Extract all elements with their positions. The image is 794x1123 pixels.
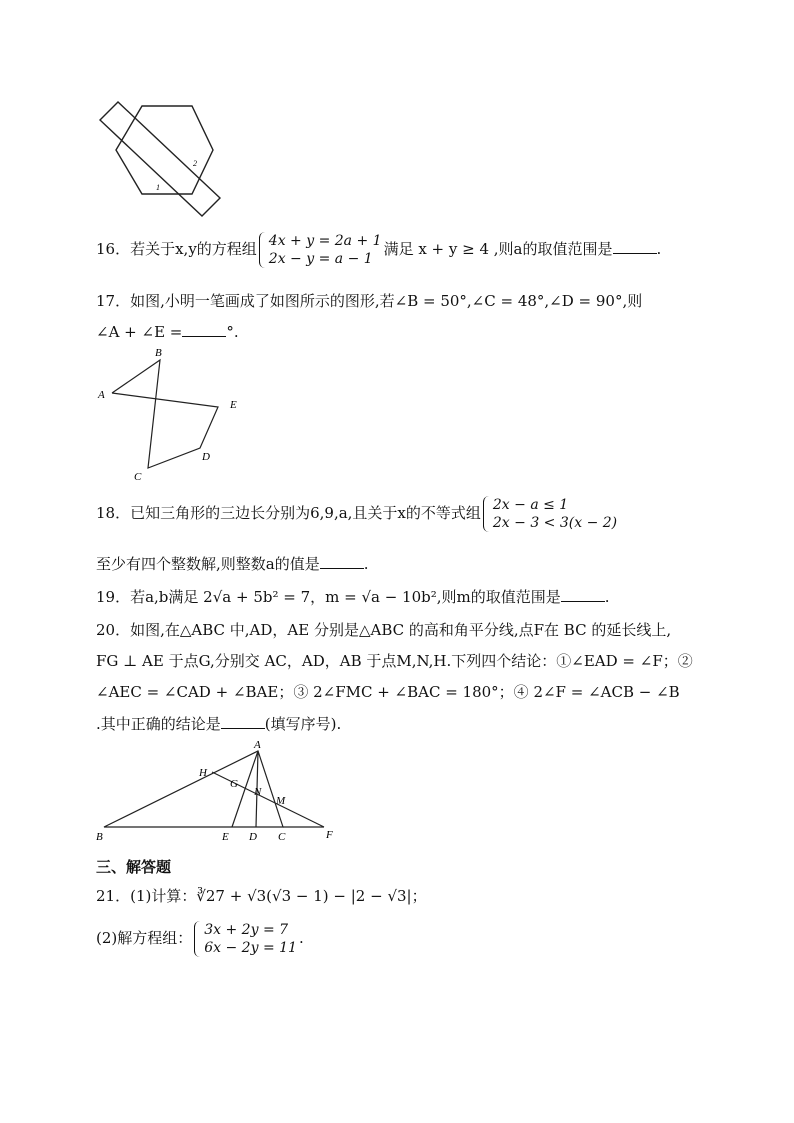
q16-eq1: 4x + y = 2a + 1 (268, 233, 382, 249)
question-18-line1: 18．已知三角形的三边长分别为6,9,a,且关于x的不等式组 2x − a ≤ 1 2x − 3 < 3(x − 2) (96, 497, 618, 531)
q16-answer-blank (613, 239, 657, 254)
question-20-line3: ∠AEC = ∠CAD + ∠BAE；③ 2∠FMC + ∠BAC = 180°；④ 2∠F = ∠ACB − ∠B (96, 683, 680, 701)
question-19: 19．若a,b满足 2√a + 5b² = 7，m = √a − 10b²,则m的取值范围是 . (96, 588, 610, 606)
q17-label-C: C (134, 471, 142, 483)
q20-label-F: F (326, 829, 333, 841)
q20-figure (94, 738, 344, 844)
q20-label-G: G (230, 778, 238, 790)
question-17-line1: 17．如图,小明一笔画成了如图所示的图形,若∠B = 50°,∠C = 48°,∠D = 90°,则 (96, 292, 643, 310)
q20-label-D: D (249, 831, 257, 843)
q20-answer-blank (221, 714, 265, 729)
q20-label-E: E (222, 831, 229, 843)
q17-figure (92, 340, 252, 490)
q18-ineq1: 2x − a ≤ 1 (492, 497, 569, 513)
question-21-part2: (2)解方程组： 3x + 2y = 7 6x − 2y = 11 . (96, 922, 304, 956)
q17-label-A: A (98, 389, 105, 401)
q17-label-D: D (202, 451, 210, 463)
section-3-title: 三、解答题 (96, 858, 172, 876)
question-16: 16．若关于x,y的方程组 4x + y = 2a + 1 2x − y = a − 1 满足 x + y ≥ 4 ,则a的取值范围是 . (96, 233, 662, 267)
question-20-line1: 20．如图,在△ABC 中,AD，AE 分别是△ABC 的高和角平分线,点F在 BC 的延长线上, (96, 621, 672, 639)
q17-label-E: E (230, 399, 237, 411)
q18-ineq2: 2x − 3 < 3(x − 2) (492, 515, 618, 531)
q16-eq2: 2x − y = a − 1 (268, 251, 373, 267)
q20-label-A: A (254, 739, 261, 751)
q16-prefix: 16．若关于x,y的方程组 (96, 240, 257, 258)
q21-eq1: 3x + 2y = 7 (204, 922, 289, 938)
q21-eq2: 6x − 2y = 11 (204, 940, 297, 956)
q17-label-B: B (155, 347, 162, 359)
q18-inequality-system (483, 496, 617, 532)
question-21-part1: 21．(1)计算：∛27 + √3(√3 − 1) − |2 − √3|； (96, 887, 427, 905)
q20-label-M: M (276, 795, 286, 807)
q16-suffix: 满足 x + y ≥ 4 ,则a的取值范围是 (383, 240, 613, 258)
question-20-line2: FG ⊥ AE 于点G,分别交 AC，AD，AB 于点M,N,H.下列四个结论：①∠EAD = ∠F；② (96, 652, 693, 670)
q18-answer-blank (320, 554, 364, 569)
q20-label-C: C (278, 831, 286, 843)
q21-equation-system (194, 921, 297, 957)
hexagon-strip-figure (96, 98, 226, 218)
question-20-line4: .其中正确的结论是 (填写序号). (96, 715, 342, 733)
q19-answer-blank (561, 587, 605, 602)
question-17-line2: ∠A + ∠E = °. (96, 323, 239, 341)
q20-label-N: N (254, 786, 262, 798)
angle-2-label: 2 (193, 159, 197, 168)
q17-answer-blank (182, 322, 226, 337)
question-18-line2: 至少有四个整数解,则整数a的值是 . (96, 555, 369, 573)
q20-label-B: B (96, 831, 103, 843)
angle-1-label: 1 (156, 183, 160, 192)
q16-equation-system (259, 232, 382, 268)
q20-label-H: H (199, 767, 207, 779)
